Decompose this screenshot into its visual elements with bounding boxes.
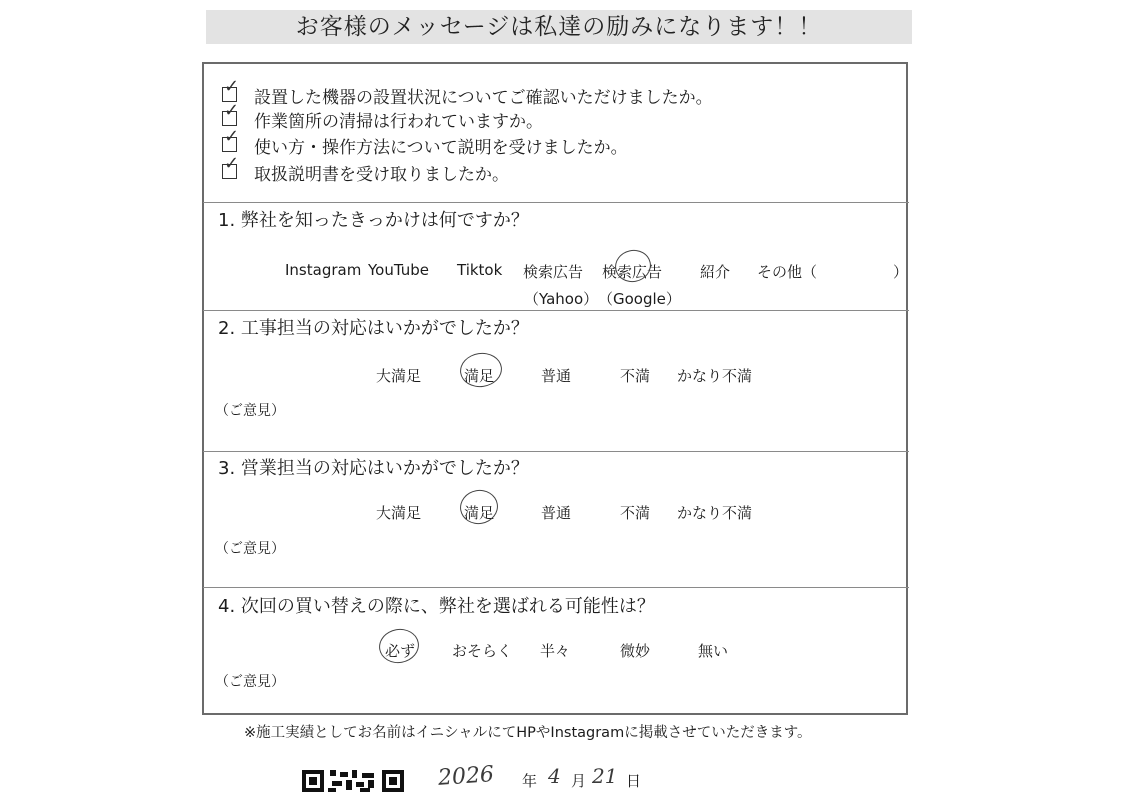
option-neutral[interactable]: 普通 bbox=[541, 367, 572, 385]
section-divider bbox=[203, 310, 909, 311]
check-mark-icon: ✓ bbox=[224, 76, 240, 97]
option-none[interactable]: 無い bbox=[698, 642, 729, 660]
option-tiktok[interactable]: Tiktok bbox=[457, 261, 503, 279]
checklist-label: 作業箇所の清掃は行われていますか。 bbox=[254, 112, 543, 132]
option-probably[interactable]: おそらく bbox=[452, 642, 513, 660]
option-search-ad-yahoo[interactable]: 検索広告 bbox=[523, 263, 584, 281]
option-very-dissatisfied[interactable]: かなり不満 bbox=[677, 504, 753, 522]
page-title: お客様のメッセージは私達の励みになります！！ bbox=[206, 10, 912, 44]
date-month: 4 bbox=[548, 764, 561, 788]
option-other[interactable]: その他（ bbox=[757, 263, 818, 281]
option-dissatisfied[interactable]: 不満 bbox=[620, 504, 651, 522]
date-day-unit: 日 bbox=[626, 772, 642, 790]
option-unlikely[interactable]: 微妙 bbox=[620, 642, 651, 660]
question-4-title: 4. 次回の買い替えの際に、弊社を選ばれる可能性は？ bbox=[218, 596, 655, 617]
checklist-label: 設置した機器の設置状況についてご確認いただけましたか。 bbox=[254, 88, 713, 108]
question-1-title: 1. 弊社を知ったきっかけは何ですか？ bbox=[218, 210, 529, 231]
option-very-satisfied[interactable]: 大満足 bbox=[376, 504, 422, 522]
question-3-title: 3. 営業担当の対応はいかがでしたか？ bbox=[218, 458, 529, 479]
section-divider bbox=[203, 587, 909, 588]
option-instagram[interactable]: Instagram bbox=[285, 261, 362, 279]
section-divider bbox=[203, 451, 909, 452]
check-mark-icon: ✓ bbox=[224, 100, 240, 121]
question-2-title: 2. 工事担当の対応はいかがでしたか？ bbox=[218, 318, 529, 339]
option-fifty-fifty[interactable]: 半々 bbox=[540, 642, 571, 660]
date-month-unit: 月 bbox=[571, 772, 587, 790]
date-year-unit: 年 bbox=[522, 772, 538, 790]
option-other-close: ） bbox=[893, 263, 909, 281]
opinion-label: （ご意見） bbox=[215, 541, 285, 557]
option-referral[interactable]: 紹介 bbox=[700, 263, 731, 281]
qr-code-icon bbox=[302, 768, 406, 792]
option-very-satisfied[interactable]: 大満足 bbox=[376, 367, 422, 385]
check-mark-icon: ✓ bbox=[224, 153, 240, 174]
checklist-label: 取扱説明書を受け取りましたか。 bbox=[254, 165, 509, 185]
opinion-label: （ご意見） bbox=[215, 403, 285, 419]
option-satisfied[interactable]: 満足 bbox=[464, 367, 495, 385]
option-youtube[interactable]: YouTube bbox=[368, 261, 429, 279]
checklist-label: 使い方・操作方法について説明を受けましたか。 bbox=[254, 138, 628, 158]
date-year: 2026 bbox=[437, 762, 495, 791]
date-day: 21 bbox=[592, 764, 618, 788]
option-definitely[interactable]: 必ず bbox=[385, 642, 416, 660]
opinion-label: （ご意見） bbox=[215, 674, 285, 690]
option-neutral[interactable]: 普通 bbox=[541, 504, 572, 522]
publication-note: ※施工実績としてお名前はイニシャルにてHPやInstagramに掲載させていただきます。 bbox=[244, 725, 812, 741]
option-sub-yahoo: （Yahoo） bbox=[524, 290, 599, 308]
section-divider bbox=[203, 202, 909, 203]
option-very-dissatisfied[interactable]: かなり不満 bbox=[677, 367, 753, 385]
option-satisfied[interactable]: 満足 bbox=[464, 504, 495, 522]
option-dissatisfied[interactable]: 不満 bbox=[620, 367, 651, 385]
option-search-ad-google[interactable]: 検索広告 bbox=[602, 263, 663, 281]
check-mark-icon: ✓ bbox=[224, 126, 240, 147]
option-sub-google: （Google） bbox=[598, 290, 681, 308]
